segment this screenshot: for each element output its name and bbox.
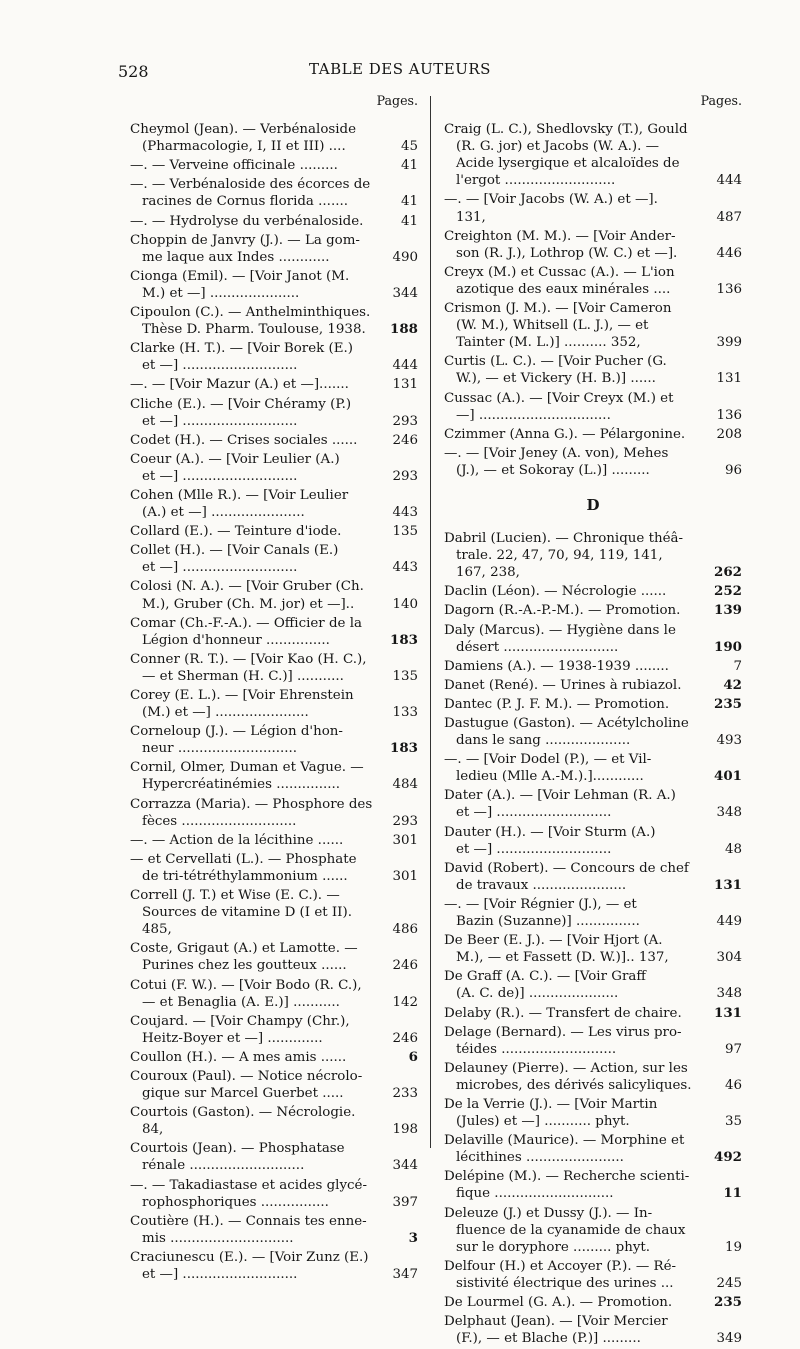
entry-text-line: et —] ........................... [456, 805, 612, 821]
entry-text-line: —. — Takadiastase et acides glycé- [130, 1177, 367, 1193]
entry-text-line: Dantec (P. J. F. M.). — Promotion. [444, 696, 670, 712]
entry-text-line: Delaville (Maurice). — Morphine et [444, 1133, 685, 1149]
entry-text-line: Daclin (Léon). — Nécrologie ...... [444, 584, 667, 600]
right-entry-list-c [444, 121, 742, 479]
entry-text-line: Collard (E.). — Teinture d'iode. [130, 524, 342, 540]
entry-text-line: Creyx (M.) et Cussac (A.). — L'ion [444, 264, 675, 280]
entry-page-number: 348 [716, 986, 742, 1002]
entry-text-line: Courtois (Jean). — Phosphatase [130, 1141, 345, 1157]
entry-text-line: Heitz-Boyer et —] ............. [142, 1030, 323, 1046]
entry-page-number: 301 [392, 832, 418, 848]
entry-text-line: désert ........................... [456, 639, 619, 655]
index-entry [130, 396, 418, 430]
entry-page-number: 7 [733, 658, 742, 674]
index-entry [130, 1104, 418, 1138]
pages-heading-right: Pages. [700, 93, 742, 108]
right-column [444, 92, 742, 1349]
entry-text-line: et —] ........................... [142, 560, 298, 576]
entry-text-line: Craciunescu (E.). — [Voir Zunz (E.) [130, 1249, 369, 1265]
entry-page-number: 293 [392, 468, 418, 484]
entry-text-line: David (Robert). — Concours de chef [444, 860, 689, 876]
entry-text-line: fique ............................ [456, 1186, 614, 1202]
entry-page-number: 492 [714, 1149, 742, 1166]
index-entry [444, 932, 742, 966]
entry-text-line: De Beer (E. J.). — [Voir Hjort (A. [444, 933, 663, 949]
index-entry [444, 751, 742, 785]
index-entry [444, 353, 742, 387]
entry-text-line: Delfour (H.) et Accoyer (P.). — Ré- [444, 1258, 677, 1274]
entry-text-line: ledieu (Mlle A.-M.).]............ [456, 769, 644, 785]
entry-text-line: Dauter (H.). — [Voir Sturm (A.) [444, 824, 656, 840]
entry-page-number: 190 [714, 638, 742, 655]
index-entry [444, 824, 742, 858]
entry-page-number: 484 [392, 777, 418, 793]
entry-page-number: 490 [392, 249, 418, 265]
entry-page-number: 198 [392, 1122, 418, 1138]
entry-text-line: fèces ........................... [142, 813, 297, 829]
entry-text-line: de travaux ...................... [456, 877, 627, 893]
index-entry [444, 1005, 742, 1022]
index-entry [130, 723, 418, 757]
entry-page-number: 233 [392, 1086, 418, 1102]
entry-text-line: (A.) et —] ...................... [142, 505, 305, 521]
index-entry [130, 304, 418, 338]
index-entry [444, 228, 742, 262]
index-entry [130, 615, 418, 649]
entry-text-line: Choppin de Janvry (J.). — La gom- [130, 232, 360, 248]
index-entry [130, 832, 418, 849]
entry-page-number: 140 [392, 596, 418, 612]
entry-text-line: —. — Verveine officinale ......... [130, 158, 338, 174]
entry-text-line: Sources de vitamine D (I et II). [142, 905, 352, 921]
entry-text-line: 131, [456, 209, 486, 225]
entry-text-line: Dabril (Lucien). — Chronique théâ- [444, 531, 684, 547]
entry-text-line: 84, [142, 1122, 164, 1138]
entry-text-line: Coeur (A.). — [Voir Leulier (A.) [130, 451, 340, 467]
index-entry [130, 213, 418, 230]
entry-text-line: De la Verrie (J.). — [Voir Martin [444, 1096, 658, 1112]
entry-text-line: —. — [Voir Jacobs (W. A.) et —]. [444, 192, 658, 208]
index-entry [130, 687, 418, 721]
entry-page-number: 493 [716, 733, 742, 749]
entry-page-number: 344 [392, 1158, 418, 1174]
index-entry [444, 622, 742, 656]
page-number: 528 [118, 62, 149, 81]
index-entry [130, 887, 418, 938]
entry-text-line: (F.), — et Blache (P.)] ......... [456, 1331, 641, 1347]
entry-text-line: et —] ........................... [142, 413, 298, 429]
entry-text-line: W.), — et Vickery (H. B.)] ...... [456, 371, 656, 387]
entry-text-line: et —] ........................... [142, 358, 298, 374]
entry-text-line: —. — [Voir Régnier (J.), — et [444, 896, 637, 912]
entry-text-line: —. — [Voir Mazur (A.) et —]....... [130, 377, 349, 393]
entry-text-line: Corrazza (Maria). — Phosphore des [130, 796, 373, 812]
index-entry [130, 176, 418, 210]
entry-text-line: rophosphoriques ................ [142, 1194, 329, 1210]
entry-text-line: Tainter (M. L.)] .......... 352, [456, 335, 641, 351]
entry-text-line: azotique des eaux minérales .... [456, 281, 671, 297]
entry-page-number: 19 [724, 1239, 742, 1255]
entry-page-number: 245 [716, 1275, 742, 1291]
index-entry [444, 1024, 742, 1058]
entry-page-number: 235 [714, 695, 742, 712]
entry-page-number: 208 [716, 426, 742, 442]
entry-text-line: Thèse D. Pharm. Toulouse, 1938. [142, 322, 366, 338]
index-entry [444, 1168, 742, 1202]
entry-text-line: Delage (Bernard). — Les virus pro- [444, 1024, 682, 1040]
entry-text-line: —] ............................... [456, 407, 611, 423]
entry-page-number: 304 [716, 950, 742, 966]
column-divider [430, 96, 431, 1148]
index-entry [444, 390, 742, 424]
entry-text-line: Daly (Marcus). — Hygiène dans le [444, 622, 676, 638]
entry-text-line: sistivité électrique des urines ... [456, 1275, 674, 1291]
entry-text-line: rénale ........................... [142, 1158, 305, 1174]
entry-page-number: 142 [392, 994, 418, 1010]
entry-text-line: de tri-tétréthylammonium ...... [142, 868, 348, 884]
index-entry [130, 432, 418, 449]
entry-text-line: Delphaut (Jean). — [Voir Mercier [444, 1314, 668, 1330]
entry-text-line: Comar (Ch.-F.-A.). — Officier de la [130, 615, 362, 631]
entry-text-line: Cotui (F. W.). — [Voir Bodo (R. C.), [130, 977, 362, 993]
entry-text-line: Craig (L. C.), Shedlovsky (T.), Gould [444, 122, 688, 138]
index-entry [130, 1013, 418, 1047]
entry-text-line: —. — Action de la lécithine ...... [130, 832, 344, 848]
entry-page-number: 41 [400, 194, 418, 210]
index-entry [444, 602, 742, 619]
entry-text-line: Cussac (A.). — [Voir Creyx (M.) et [444, 390, 674, 406]
entry-page-number: 443 [392, 505, 418, 521]
index-entry [444, 426, 742, 443]
entry-text-line: Coullon (H.). — A mes amis ...... [130, 1049, 347, 1065]
entry-page-number: 246 [392, 1030, 418, 1046]
entry-text-line: — et Sherman (H. C.)] ........... [142, 668, 344, 684]
entry-text-line: 167, 238, [456, 565, 520, 581]
entry-page-number: 135 [392, 668, 418, 684]
entry-page-number: 486 [392, 922, 418, 938]
entry-text-line: Coste, Grigaut (A.) et Lamotte. — [130, 941, 358, 957]
entry-page-number: 6 [408, 1048, 418, 1065]
index-entry [130, 232, 418, 266]
entry-text-line: Czimmer (Anna G.). — Pélargonine. [444, 426, 686, 442]
entry-text-line: —. — [Voir Dodel (P.), — et Vil- [444, 752, 652, 768]
index-entry [130, 1213, 418, 1247]
entry-page-number: 96 [724, 462, 742, 478]
index-entry [444, 530, 742, 581]
index-entry [130, 1049, 418, 1066]
index-entry [444, 658, 742, 675]
index-entry [130, 1068, 418, 1102]
index-entry [130, 268, 418, 302]
entry-text-line: — et Benaglia (A. E.)] ........... [142, 994, 340, 1010]
index-entry [444, 1132, 742, 1166]
entry-page-number: 446 [716, 245, 742, 261]
entry-page-number: 444 [716, 173, 742, 189]
entry-text-line: Crismon (J. M.). — [Voir Cameron [444, 301, 672, 317]
entry-text-line: M.), — et Fassett (D. W.)].. 137, [456, 950, 669, 966]
entry-text-line: et —] ........................... [142, 1267, 298, 1282]
index-entry [130, 1177, 418, 1211]
entry-text-line: Cionga (Emil). — [Voir Janot (M. [130, 268, 350, 284]
entry-text-line: sur le doryphore ......... phyt. [456, 1239, 651, 1255]
entry-text-line: —. — Verbénaloside des écorces de [130, 177, 371, 193]
entry-text-line: racines de Cornus florida ....... [142, 194, 348, 210]
entry-page-number: 443 [392, 560, 418, 576]
entry-text-line: Coujard. — [Voir Champy (Chr.), [130, 1013, 350, 1029]
index-entry [444, 121, 742, 189]
entry-page-number: 131 [716, 371, 742, 387]
entry-text-line: fluence de la cyanamide de chaux [456, 1222, 686, 1238]
entry-text-line: —. — [Voir Jeney (A. von), Mehes [444, 445, 669, 461]
index-entry [444, 264, 742, 298]
entry-page-number: 35 [724, 1114, 742, 1130]
entry-text-line: Cohen (Mlle R.). — [Voir Leulier [130, 487, 349, 503]
index-entry [130, 651, 418, 685]
entry-text-line: M.) et —] ..................... [142, 285, 300, 301]
index-entry [130, 157, 418, 174]
entry-page-number: 487 [716, 209, 742, 225]
entry-text-line: M.), Gruber (Ch. M. jor) et —].. [142, 596, 355, 612]
index-entry [444, 787, 742, 821]
entry-text-line: Dastugue (Gaston). — Acétylcholine [444, 716, 689, 731]
entry-page-number: 347 [392, 1267, 418, 1282]
entry-page-number: 139 [714, 602, 742, 619]
entry-page-number: 97 [724, 1041, 742, 1057]
entry-text-line: téides ........................... [456, 1041, 617, 1057]
entry-text-line: et —] ........................... [142, 468, 298, 484]
index-entry [444, 715, 742, 749]
section-letter: D [586, 495, 600, 514]
entry-text-line: Collet (H.). — [Voir Canals (E.) [130, 543, 339, 559]
index-entry [444, 1313, 742, 1347]
entry-text-line: dans le sang .................... [456, 733, 631, 749]
index-entry [130, 376, 418, 393]
index-entry [130, 1249, 418, 1283]
entry-text-line: 485, [142, 922, 172, 938]
right-entry-list-d [444, 530, 742, 1347]
entry-text-line: Corneloup (J.). — Légion d'hon- [130, 724, 343, 740]
entry-text-line: (M.) et —] ...................... [142, 705, 309, 721]
entry-page-number: 449 [716, 914, 742, 930]
left-column [130, 92, 418, 1285]
entry-page-number: 183 [390, 740, 418, 757]
index-entry [444, 1294, 742, 1311]
entry-page-number: 262 [714, 564, 742, 581]
index-entry [130, 977, 418, 1011]
entry-text-line: Clarke (H. T.). — [Voir Borek (E.) [130, 341, 353, 357]
entry-text-line: Courtois (Gaston). — Nécrologie. [130, 1105, 356, 1121]
index-entry [444, 1258, 742, 1292]
index-entry [130, 940, 418, 974]
index-entry [444, 968, 742, 1002]
entry-text-line: microbes, des dérivés salicyliques. [456, 1077, 692, 1093]
entry-text-line: mis ............................. [142, 1230, 294, 1246]
entry-text-line: —. — Hydrolyse du verbénaloside. [130, 213, 364, 229]
entry-text-line: Cornil, Olmer, Duman et Vague. — [130, 760, 364, 776]
index-entry [444, 300, 742, 351]
entry-text-line: (A. C. de)] ..................... [456, 986, 619, 1002]
index-entry [130, 121, 418, 155]
index-entry [130, 340, 418, 374]
entry-text-line: Conner (R. T.). — [Voir Kao (H. C.), [130, 651, 367, 667]
entry-page-number: 252 [714, 583, 742, 600]
entry-page-number: 131 [714, 1004, 742, 1021]
entry-text-line: Creighton (M. M.). — [Voir Ander- [444, 228, 676, 244]
entry-text-line: me laque aux Indes ............ [142, 249, 330, 265]
entry-page-number: 401 [714, 768, 742, 785]
entry-text-line: Coutière (H.). — Connais tes enne- [130, 1213, 367, 1229]
entry-text-line: Légion d'honneur ............... [142, 632, 330, 648]
entry-text-line: Purines chez les goutteux ...... [142, 958, 347, 974]
entry-text-line: Correll (J. T.) et Wise (E. C.). — [130, 888, 340, 904]
entry-page-number: 397 [392, 1194, 418, 1210]
entry-page-number: 48 [724, 841, 742, 857]
entry-text-line: Delépine (M.). — Recherche scienti- [444, 1169, 690, 1185]
entry-text-line: Codet (H.). — Crises sociales ...... [130, 432, 358, 448]
index-entry [130, 451, 418, 485]
entry-text-line: (J.), — et Sokoray (L.)] ......... [456, 462, 650, 478]
entry-page-number: 42 [723, 676, 742, 693]
running-head: TABLE DES AUTEURS [309, 60, 491, 78]
entry-text-line: Couroux (Paul). — Notice nécrolo- [130, 1068, 363, 1084]
entry-text-line: lécithines ....................... [456, 1150, 624, 1166]
entry-text-line: Cliche (E.). — [Voir Chéramy (P.) [130, 396, 352, 412]
entry-text-line: Corey (E. L.). — [Voir Ehrenstein [130, 688, 354, 703]
index-entry [130, 1140, 418, 1174]
left-entry-list [130, 121, 418, 1283]
entry-page-number: 45 [400, 139, 418, 155]
entry-page-number: 136 [716, 281, 742, 297]
index-entry [130, 796, 418, 830]
entry-page-number: 246 [392, 432, 418, 448]
entry-page-number: 46 [724, 1077, 742, 1093]
entry-page-number: 246 [392, 958, 418, 974]
entry-text-line: Dagorn (R.-A.-P.-M.). — Promotion. [444, 603, 681, 619]
index-entry [130, 759, 418, 793]
entry-text-line: (R. G. jor) et Jacobs (W. A.). — [456, 139, 660, 155]
index-entry [444, 445, 742, 479]
entry-page-number: 135 [392, 524, 418, 540]
index-entry [444, 191, 742, 225]
index-entry [444, 1096, 742, 1130]
entry-page-number: 188 [390, 321, 418, 338]
entry-text-line: — et Cervellati (L.). — Phosphate [130, 851, 357, 867]
index-entry [444, 896, 742, 930]
entry-text-line: l'ergot .......................... [456, 173, 616, 189]
entry-page-number: 349 [716, 1331, 742, 1347]
entry-page-number: 136 [716, 407, 742, 423]
entry-page-number: 344 [392, 285, 418, 301]
index-entry [130, 851, 418, 885]
entry-text-line: Delauney (Pierre). — Action, sur les [444, 1060, 688, 1076]
entry-text-line: et —] ........................... [456, 841, 612, 857]
entry-text-line: Cheymol (Jean). — Verbénaloside [130, 122, 357, 138]
entry-text-line: Cipoulon (C.). — Anthelminthiques. [130, 305, 371, 321]
entry-page-number: 131 [714, 876, 742, 893]
entry-text-line: son (R. J.), Lothrop (W. C.) et —]. [456, 245, 678, 261]
entry-text-line: neur ............................ [142, 741, 298, 757]
index-entry [130, 487, 418, 521]
entry-page-number: 11 [723, 1185, 742, 1202]
entry-page-number: 3 [408, 1229, 418, 1246]
index-entry [130, 542, 418, 576]
entry-text-line: De Lourmel (G. A.). — Promotion. [444, 1295, 673, 1310]
entry-page-number: 183 [390, 631, 418, 648]
entry-text-line: (Jules) et —] ........... phyt. [456, 1114, 630, 1130]
entry-text-line: Colosi (N. A.). — [Voir Gruber (Ch. [130, 579, 364, 595]
pages-heading-left: Pages. [376, 93, 418, 108]
entry-page-number: 293 [392, 813, 418, 829]
entry-page-number: 133 [392, 705, 418, 721]
entry-text-line: (W. M.), Whitsell (L. J.), — et [456, 318, 649, 334]
index-entry [444, 583, 742, 600]
entry-page-number: 293 [392, 413, 418, 429]
index-entry [444, 860, 742, 894]
entry-page-number: 131 [392, 377, 418, 393]
entry-text-line: Deleuze (J.) et Dussy (J.). — In- [444, 1205, 653, 1221]
entry-text-line: (Pharmacologie, I, II et III) .... [142, 139, 346, 155]
index-entry [130, 523, 418, 540]
entry-page-number: 348 [716, 805, 742, 821]
entry-text-line: Acide lysergique et alcaloïdes de [456, 156, 680, 172]
entry-text-line: Dater (A.). — [Voir Lehman (R. A.) [444, 788, 676, 804]
entry-text-line: Bazin (Suzanne)] ............... [456, 914, 640, 930]
index-entry [444, 677, 742, 694]
entry-page-number: 235 [714, 1294, 742, 1310]
index-entry [444, 1205, 742, 1256]
entry-text-line: Danet (René). — Urines à rubiazol. [444, 677, 682, 693]
entry-text-line: Delaby (R.). — Transfert de chaire. [444, 1005, 682, 1021]
index-entry [444, 696, 742, 713]
entry-page-number: 444 [392, 358, 418, 374]
entry-text-line: Curtis (L. C.). — [Voir Pucher (G. [444, 354, 667, 370]
entry-text-line: Damiens (A.). — 1938-1939 ........ [444, 658, 669, 674]
entry-text-line: gique sur Marcel Guerbet ..... [142, 1086, 344, 1102]
entry-text-line: Hypercréatinémies ............... [142, 777, 341, 793]
entry-page-number: 301 [392, 868, 418, 884]
index-entry [444, 1060, 742, 1094]
entry-page-number: 399 [716, 335, 742, 351]
entry-text-line: De Graff (A. C.). — [Voir Graff [444, 969, 646, 985]
entry-page-number: 41 [400, 158, 418, 174]
entry-text-line: trale. 22, 47, 70, 94, 119, 141, [456, 548, 663, 564]
index-entry [130, 578, 418, 612]
entry-page-number: 41 [400, 213, 418, 229]
